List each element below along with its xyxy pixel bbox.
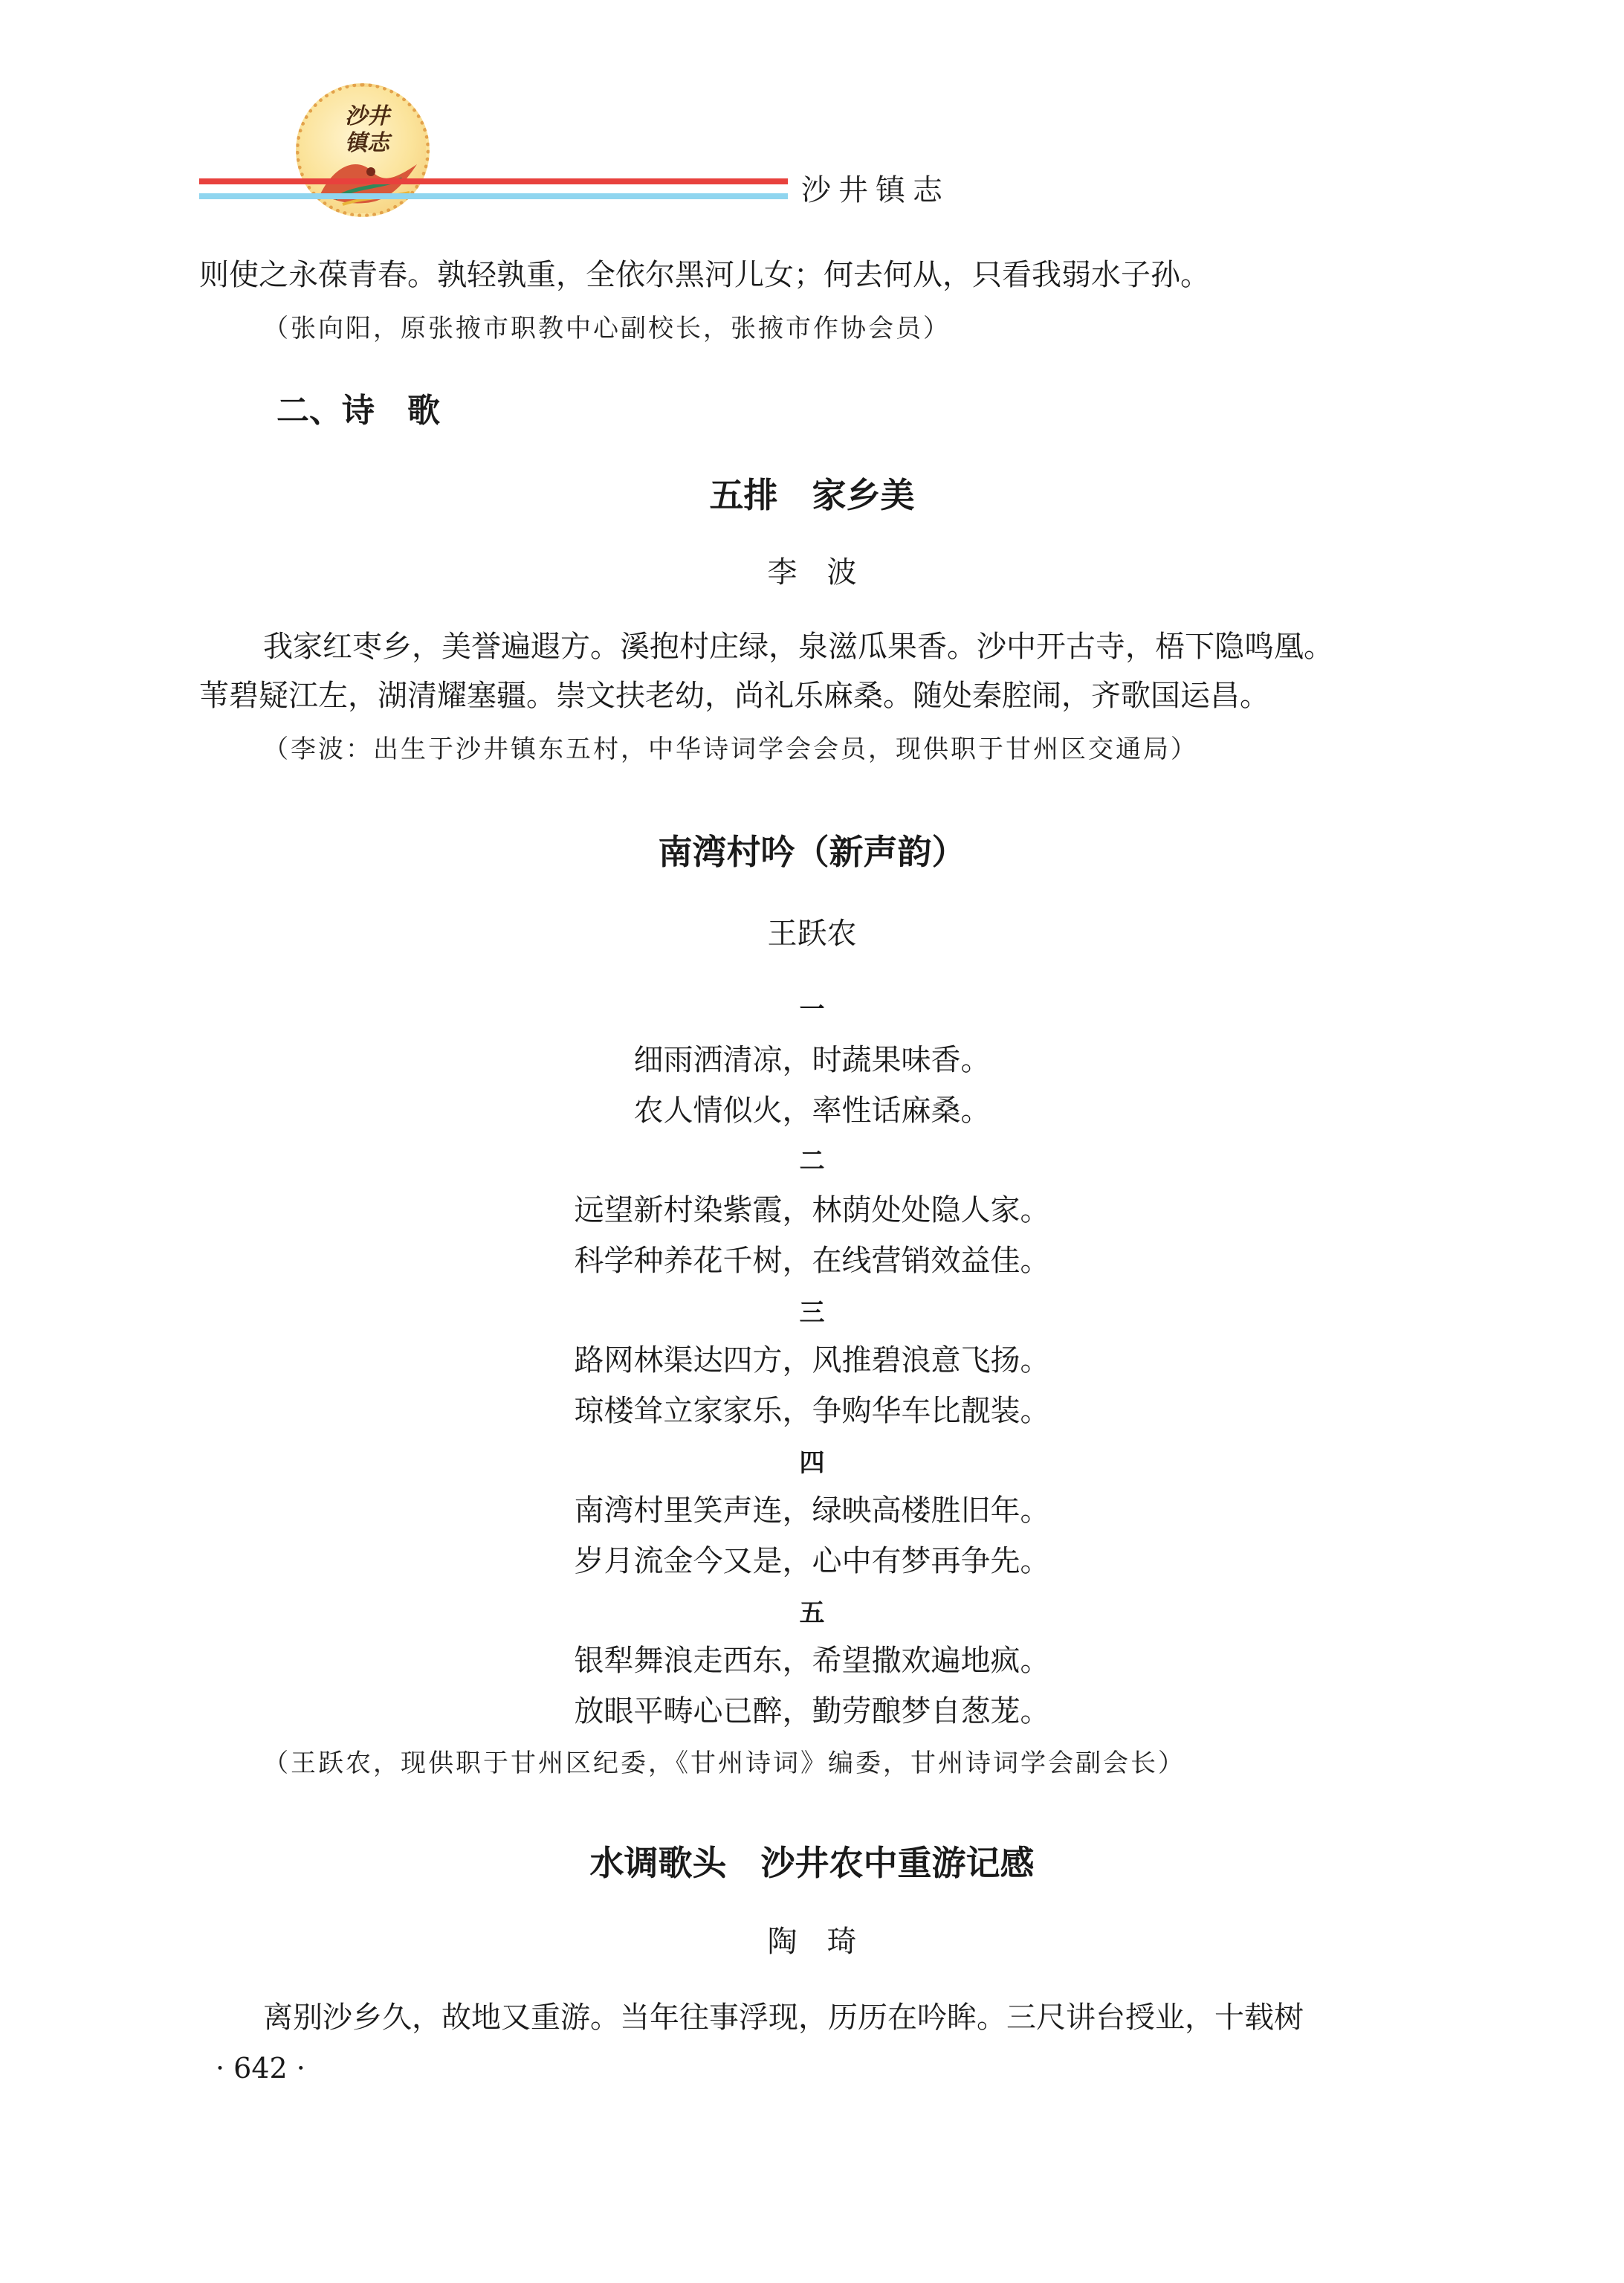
poem-title: 水调歌头 沙井农中重游记感 <box>589 1843 1035 1883</box>
poem-line: 远望新村染紫霞，林荫处处隐人家。 <box>574 1193 1050 1227</box>
poem-line: 岁月流金今又是，心中有梦再争先。 <box>574 1544 1050 1578</box>
poem-author: 王跃农 <box>767 917 857 951</box>
poem-title: 南湾村吟（新声韵） <box>658 832 966 872</box>
poem-author: 陶 琦 <box>767 1925 857 1959</box>
poem-title: 五排 家乡美 <box>709 475 915 515</box>
section-heading: 二、诗 歌 <box>276 392 440 430</box>
header-rule-blue <box>199 193 788 199</box>
stanza-number: 一 <box>799 995 825 1024</box>
page-number: · 642 · <box>216 2052 305 2085</box>
poem-body-line: 我家红枣乡，美誉遍遐方。溪抱村庄绿，泉滋瓜果香。沙中开古寺，梧下隐鸣凰。 <box>263 630 1333 664</box>
logo-text-line2: 镇志 <box>345 130 389 156</box>
poem-line: 放眼平畴心已醉，勤劳酿梦自葱茏。 <box>574 1694 1050 1728</box>
running-header-title: 沙井镇志 <box>801 173 950 207</box>
stanza-number: 二 <box>799 1146 825 1176</box>
poem-author: 李 波 <box>767 555 857 590</box>
poem-author-note: （李波：出生于沙井镇东五村，中华诗词学会会员，现供职于甘州区交通局） <box>263 734 1198 764</box>
poem-body-line: 苇碧疑江左，湖清耀塞疆。崇文扶老幼，尚礼乐麻桑。随处秦腔闹，齐歌国运昌。 <box>199 679 1269 713</box>
poem-line: 路网林渠达四方，风推碧浪意飞扬。 <box>574 1343 1050 1378</box>
logo-text-line1: 沙井 <box>345 103 389 129</box>
essay-author-note: （张向阳，原张掖市职教中心副校长，张掖市作协会员） <box>263 314 951 343</box>
header-rule-red <box>199 178 788 184</box>
stanza-number: 三 <box>799 1298 825 1328</box>
poem-author-note: （王跃农，现供职于甘州区纪委，《甘州诗词》编委，甘州诗词学会副会长） <box>263 1748 1185 1778</box>
essay-closing-line: 则使之永葆青春。孰轻孰重，全依尔黑河儿女；何去何从，只看我弱水子孙。 <box>199 258 1210 292</box>
poem-line: 细雨洒清凉，时蔬果味香。 <box>633 1043 991 1077</box>
stanza-number: 四 <box>799 1448 825 1478</box>
poem-line: 农人情似火，率性话麻桑。 <box>633 1094 991 1128</box>
poem-line: 银犁舞浪走西东，希望撒欢遍地疯。 <box>574 1644 1050 1678</box>
poem-line: 琼楼耸立家家乐，争购华车比靓装。 <box>574 1394 1050 1428</box>
poem-body-line: 离别沙乡久，故地又重游。当年往事浮现，历历在吟眸。三尺讲台授业，十载树 <box>263 2001 1304 2035</box>
stanza-number: 五 <box>799 1598 825 1628</box>
poem-line: 南湾村里笑声连，绿映高楼胜旧年。 <box>574 1494 1050 1528</box>
poem-line: 科学种养花千树，在线营销效益佳。 <box>574 1244 1050 1278</box>
